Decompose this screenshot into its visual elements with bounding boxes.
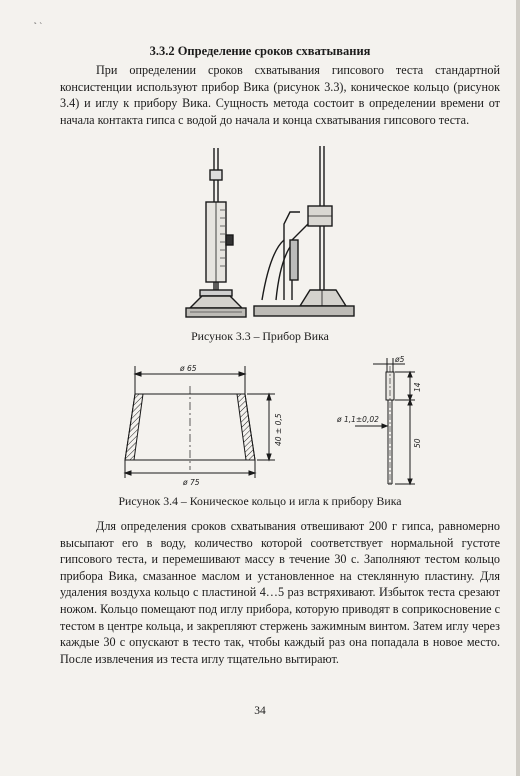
conical-ring-drawing — [105, 360, 295, 488]
section-heading: 3.3.2 Определение сроков схватывания — [149, 44, 371, 58]
intro-paragraph: При определении сроков схватывания гипсового теста стандартной консистенции используют прибор Вика (рисунок 3.3), коническое кольцо (рисунок 3.4) и иглу к прибору Вика. Сущность метода состоит в определении времени от начала контакта гипса с водой до начала и конца схватывания гипсового теста. — [60, 63, 500, 127]
vicat-apparatus-left — [186, 148, 246, 317]
ring-height-label: 40 ± 0,5 — [274, 413, 283, 446]
vicat-apparatus-figure — [150, 140, 380, 325]
figure-3-4-caption: Рисунок 3.4 – Коническое кольцо и игла к прибору Вика — [118, 494, 402, 508]
figure-3-3-caption: Рисунок 3.3 – Прибор Вика — [191, 329, 329, 343]
needle-length-label: 50 — [413, 438, 422, 448]
vicat-apparatus-right — [254, 146, 354, 316]
needle-diameter-label: ø 1,1±0,02 — [337, 415, 379, 424]
body-paragraph: Для определения сроков схватывания отвешивают 200 г гипса, равномерно высыпают его в воду, количество которой соответствует нормальной густоте гипсового теста, и перемешивают массу в течение 30 с. Заполняют тестом кольцо прибора Вика, смазанное маслом и установленное на стеклянную пластину. Для удаления воздуха кольцо с пластиной 4…5 раз встряхивают. Избыток теста срезают ножом. Кольцо помещают под иглу прибора, которую приводят в соприкосновение с тестом в центре кольца, и закрепляют стержень зажимным винтом. Затем иглу через каждые 30 с опускают в тесто так, чтобы каждый раз она попадала в новое место. После извлечения из теста иглу тщательно вытирают. — [60, 519, 500, 666]
needle-head-length-label: 14 — [413, 382, 422, 392]
page-number: 34 — [254, 705, 266, 717]
ring-bottom-diameter-label: ø 75 — [183, 478, 200, 487]
vicat-needle-drawing — [335, 352, 435, 490]
needle-head-diameter-label: ø5 — [395, 355, 405, 364]
page-edge-shadow — [516, 0, 520, 776]
scan-mark: ˛ ˏ — [34, 14, 43, 24]
ring-top-diameter-label: ø 65 — [180, 364, 197, 373]
